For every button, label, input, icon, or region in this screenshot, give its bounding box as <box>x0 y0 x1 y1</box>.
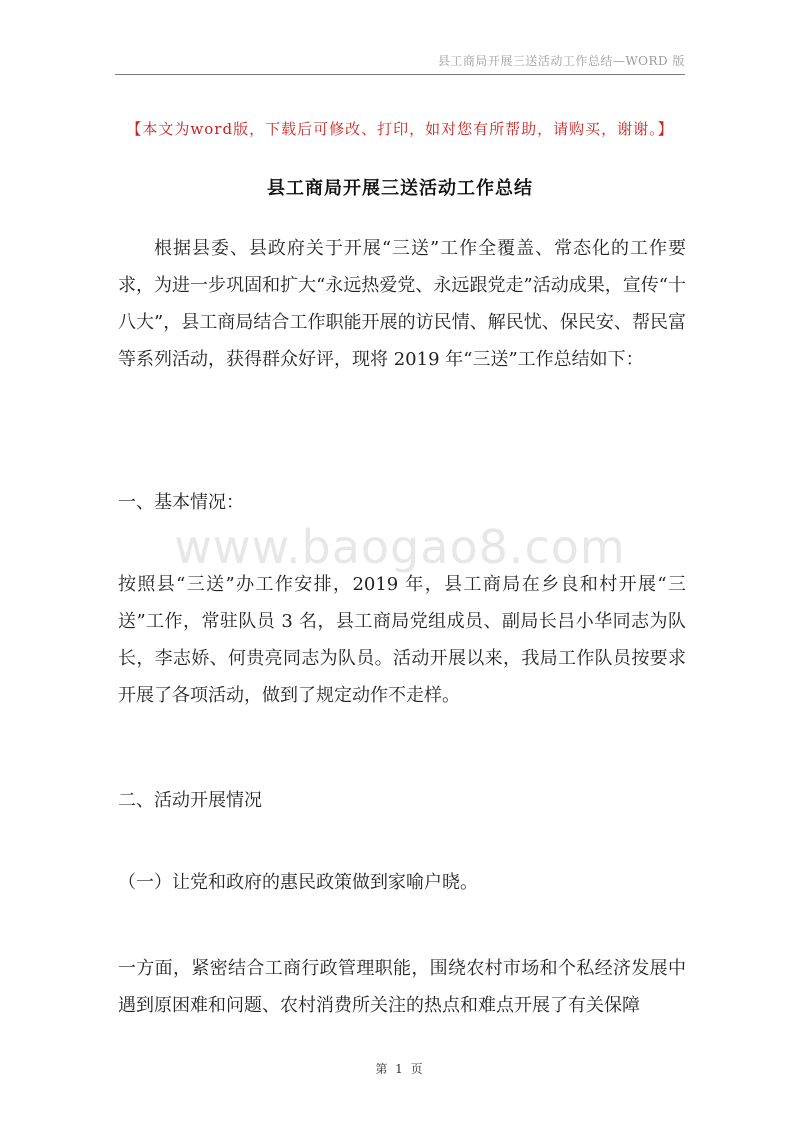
running-header: 县工商局开展三送活动工作总结—WORD 版 <box>437 54 685 68</box>
purchase-notice: 【本文为word版，下载后可修改、打印，如对您有所帮助，请购买，谢谢。】 <box>126 120 674 138</box>
paragraph-intro: 根据县委、县政府关于开展“三送”工作全覆盖、常态化的工作要求，为进一步巩固和扩大“永远热爱党、永远跟党走”活动成果，宣传“十八大”，县工商局结合工作职能开展的访民情、解民忧、保民安、帮民富等系列活动，获得群众好评，现将 2019 年“三送”工作总结如下： <box>118 238 686 370</box>
section-heading-basic-situation: 一、基本情况： <box>118 492 244 513</box>
document-title: 县工商局开展三送活动工作总结 <box>267 178 533 199</box>
watermark: www.baogao8.com <box>174 520 626 574</box>
paragraph-basic-situation: 按照县“三送”办工作安排，2019 年，县工商局在乡良和村开展“三送”工作，常驻队员 3 名，县工商局党组成员、副局长吕小华同志为队长，李志娇、何贵亮同志为队员。活动开展以来，我局工作队员按要求开展了各项活动，做到了规定动作不走样。 <box>118 574 686 706</box>
subsection-heading-policies: （一）让党和政府的惠民政策做到家喻户晓。 <box>118 872 478 893</box>
page-number: 第 1 页 <box>375 1062 425 1076</box>
header-divider <box>115 74 685 75</box>
paragraph-policies: 一方面，紧密结合工商行政管理职能，围绕农村市场和个私经济发展中遇到原困难和问题、农村消费所关注的热点和难点开展了有关保障 <box>118 958 686 1016</box>
section-heading-activities: 二、活动开展情况 <box>118 790 262 811</box>
